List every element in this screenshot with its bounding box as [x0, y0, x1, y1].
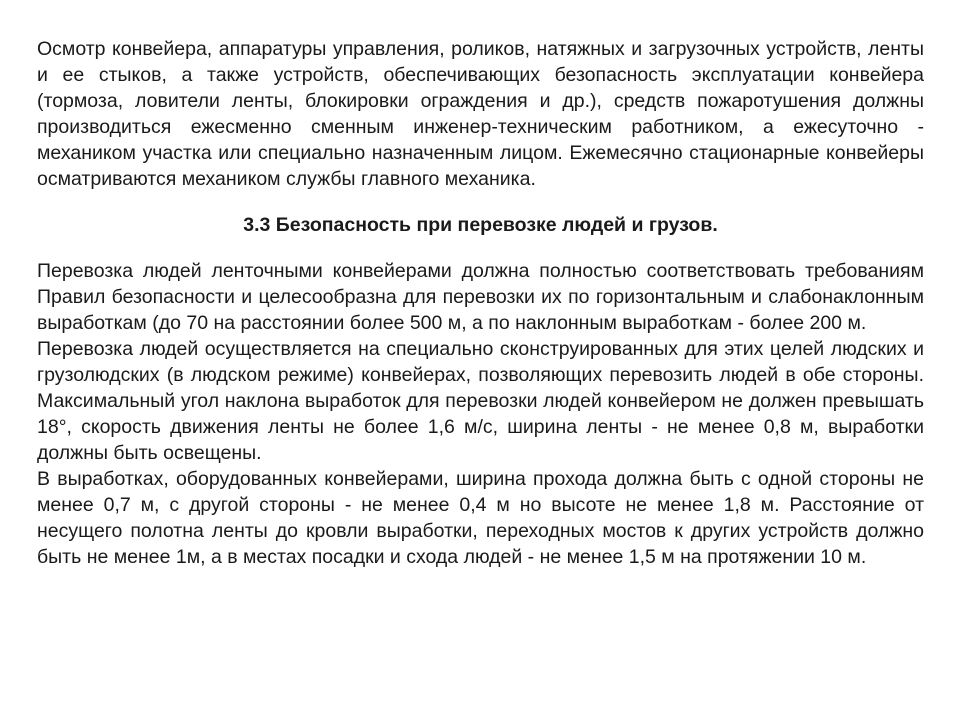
document-page: [37, 36, 924, 570]
section-heading: 3.3 Безопасность при перевозке людей и грузов.: [243, 214, 718, 236]
intro-paragraph: Осмотр конвейера, аппаратуры управления, роликов, натяжных и загрузочных устройств, ленты и ее стыков, а также устройств, обеспечивающих безопасность эксплуатации конвейера (тормоза, ловители ленты, блокировки ограждения и др.), средств пожаротушения должны производиться ежесменно сменным инженер-техническим работником, а ежесуточно - механиком участка или специально назначенным лицом. Ежемесячно стационарные конвейеры осматриваются механиком службы главного механика.: [37, 38, 924, 190]
paragraph-passage-width: В выработках, оборудованных конвейерами, ширина прохода должна быть с одной стороны не менее 0,7 м, с другой стороны - не менее 0,4 м но высоте не менее 1,8 м. Расстояние от несущего полотна ленты до кровли выработки, переходных мостов к других устройств должно быть не менее 1м, а в местах посадки и схода людей - не менее 1,5 м на протяжении 10 м.: [37, 468, 924, 568]
paragraph-transport-people: Перевозка людей ленточными конвейерами должна полностью соответствовать требованиям Правил безопасности и целесообразна для перевозки их по горизонтальным и слабонаклонным выработкам (до 70 на расстоянии более 500 м, а по наклонным выработкам - более 200 м.: [37, 260, 924, 334]
paragraph-special-conveyors: Перевозка людей осуществляется на специально сконструированных для этих целей людских и грузолюдских (в людском режиме) конвейерах, позволяющих перевозить людей в обе стороны. Максимальный угол наклона выработок для перевозки людей конвейером не должен превышать 18°, скорость движения ленты не более 1,6 м/с, ширина ленты - не менее 0,8 м, выработки должны быть освещены.: [37, 338, 924, 464]
